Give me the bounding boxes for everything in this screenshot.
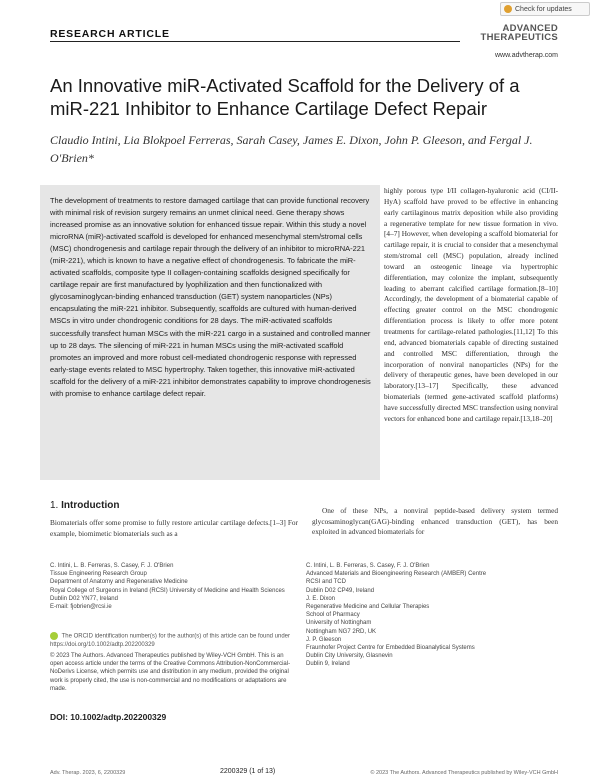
affiliation-line: Fraunhofer Project Centre for Embedded Bioanalytical Systems xyxy=(306,645,475,652)
affiliation-line: School of Pharmacy xyxy=(306,612,360,619)
journal-logo-line1: ADVANCED xyxy=(502,23,558,34)
affiliation-line: Dublin D02 CP49, Ireland xyxy=(306,587,375,594)
affiliation-line: Dublin 9, Ireland xyxy=(306,661,350,668)
check-updates-label: Check for updates xyxy=(515,5,572,13)
affiliation-line: J. E. Dixon xyxy=(306,595,336,602)
right-column-text: highly porous type I/II collagen-hyaluronic acid (CI/II-HyA) scaffold have proved to be effective in enhancing early cartilaginous matrix deposition while also providing a regenerative template for new tissue formation in vivo.[4–7] However, when developing a scaffold biomaterial for cartilage repair, it is crucial to consider that a mesenchymal stem/stromal cell (MSC) population, already inclined toward an osteogenic lineage via hypertrophic differentiation, may colonize the implant, subsequently leading to aberrant calcified cartilage formation.[8–10] Accordingly, the development of a biomaterial capable of effecting greater control on the MSC chondrogenic differentiation process is likely to offer more potent treatments for cartilage-related pathologies.[11,12] To this end, advanced biomaterials capable of directing sustained and controlled MSC differentiation, through the incorporation of nonviral nanoparticles (NPs) for the delivery of therapeutic genes, have been developed in our laboratory.[13–17] Specifically, these advanced biomaterials (termed gene-activated scaffold platforms) have successfully directed MSC transfection using nonviral vectors for enhanced bone and cartilage repair.[13,18–20] xyxy=(384,186,558,423)
affiliation-line: University of Nottingham xyxy=(306,620,372,627)
section-number: 1. xyxy=(50,500,59,511)
continued-paragraph: One of these NPs, a nonviral peptide-based delivery system termed glycosaminoglycan(GAG)-binding enhanced transduction (GET), has been exploited in advanced biomaterials for xyxy=(312,506,558,536)
affiliation-line: RCSI and TCD xyxy=(306,579,346,586)
update-icon xyxy=(504,5,512,13)
affiliation-line: Dublin D02 YN77, Ireland xyxy=(50,595,118,602)
affiliations-right xyxy=(306,562,556,669)
affiliation-line: Royal College of Surgeons in Ireland (RCSI) University of Medicine and Health Sciences xyxy=(50,587,285,594)
affiliation-line: Advanced Materials and Bioengineering Research (AMBER) Centre xyxy=(306,571,487,578)
orcid-note xyxy=(50,632,295,649)
section-heading-introduction xyxy=(50,500,119,511)
section-label: RESEARCH ARTICLE xyxy=(50,28,170,40)
affiliation-line: C. Intini, L. B. Ferreras, S. Casey, F. J. O'Brien xyxy=(50,563,174,569)
header-divider xyxy=(50,41,460,42)
section-title: Introduction xyxy=(61,500,120,511)
affiliation-line: Dublin City University, Glasnevin xyxy=(306,653,393,660)
affiliation-line: Tissue Engineering Research Group xyxy=(50,571,147,578)
affiliation-line: J. P. Gleeson xyxy=(306,636,342,643)
affiliation-line: C. Intini, L. B. Ferreras, S. Casey, F. J. O'Brien xyxy=(306,563,430,569)
journal-logo xyxy=(462,24,558,42)
abstract-text: The development of treatments to restore damaged cartilage that can provide functional recovery with minimal risk of revision surgery remains an unmet clinical need. Gene therapy shows increased promise as an innovative solution for enhanced tissue repair. Within this study a novel microRNA (miR)-activated scaffold is developed for enhanced mesenchymal stem/stromal cells (MSC) chondrogenesis and cartilage repair through the delivery of an inhibitor to microRNA-221 (miR-221), which is known to have a negative effect of chondrogenesis. To fabricate the miR-activated scaffolds, composite type II collagen-containing scaffolds designed specifically for cartilage repair are first manufactured by lyophilization and then functionalized with glycosaminoglycan-binding enhanced transduction (GET) system nanoparticles (NPs) encapsulating the miR-221 inhibitor. Subsequently, scaffolds are cultured with human-derived MSCs in vitro under chondrogenic conditions for 28 days. The miR-activated scaffolds successfully transfect human MSCs with the miR-221 cargo in a sustained and controlled manner up to 28 days. The silencing of miR-221 in human MSCs using the miR-activated scaffold promotes an improved and more robust cell-mediated chondrogenic response with repressed early-stage events related to MSC hypertrophy. Taken together, this innovative miR-activated scaffold for the delivery of a miR-221 inhibitor demonstrates capability to improve chondrogenesis with promise to enhance cartilage defect repair. xyxy=(50,196,371,398)
footer-page-number: 2200329 (1 of 13) xyxy=(220,768,276,775)
footer-citation: Adv. Therap. 2023, 6, 2200329 xyxy=(50,770,126,776)
doi-link[interactable]: DOI: 10.1002/adtp.202200329 xyxy=(50,712,167,722)
copyright-note: © 2023 The Authors. Advanced Therapeutics published by Wiley-VCH GmbH. This is an open access article under the terms of the Creative Commons Attribution-NonCommercial-NoDerivs License, which permits use and distribution in any medium, provided the original work is properly cited, the use is non-commercial and no modifications or adaptations are made. xyxy=(50,653,291,692)
affiliation-line: Nottingham NG7 2RD, UK xyxy=(306,628,377,635)
affiliation-line: Regenerative Medicine and Cellular Therapies xyxy=(306,604,430,611)
orcid-text[interactable]: The ORCID identification number(s) for the author(s) of this article can be found under https://doi.org/10.1002/adtp.202200329 xyxy=(50,633,291,648)
abstract-box xyxy=(40,185,380,480)
affiliations-left xyxy=(50,562,295,611)
article-title: An Innovative miR-Activated Scaffold for the Delivery of a miR-221 Inhibitor to Enhance Cartilage Defect Repair xyxy=(50,75,520,119)
author-list: Claudio Intini, Lia Blokpoel Ferreras, Sarah Casey, James E. Dixon, John P. Gleeson, and Fergal J. O'Brien* xyxy=(50,133,533,165)
journal-logo-line2: THERAPEUTICS xyxy=(480,32,558,43)
check-for-updates-button[interactable] xyxy=(500,2,590,16)
email-link[interactable]: E-mail: fjobrien@rcsi.ie xyxy=(50,604,112,611)
orcid-icon xyxy=(50,632,58,640)
journal-url-link[interactable]: www.advtherap.com xyxy=(494,52,558,59)
footer-copyright: © 2023 The Authors. Advanced Therapeutics published by Wiley-VCH GmbH xyxy=(370,770,558,776)
introduction-paragraph: Biomaterials offer some promise to fully restore articular cartilage defects.[1–3] For example, biomimetic biomaterials such as a xyxy=(50,518,298,538)
affiliation-line: Department of Anatomy and Regenerative Medicine xyxy=(50,579,188,586)
